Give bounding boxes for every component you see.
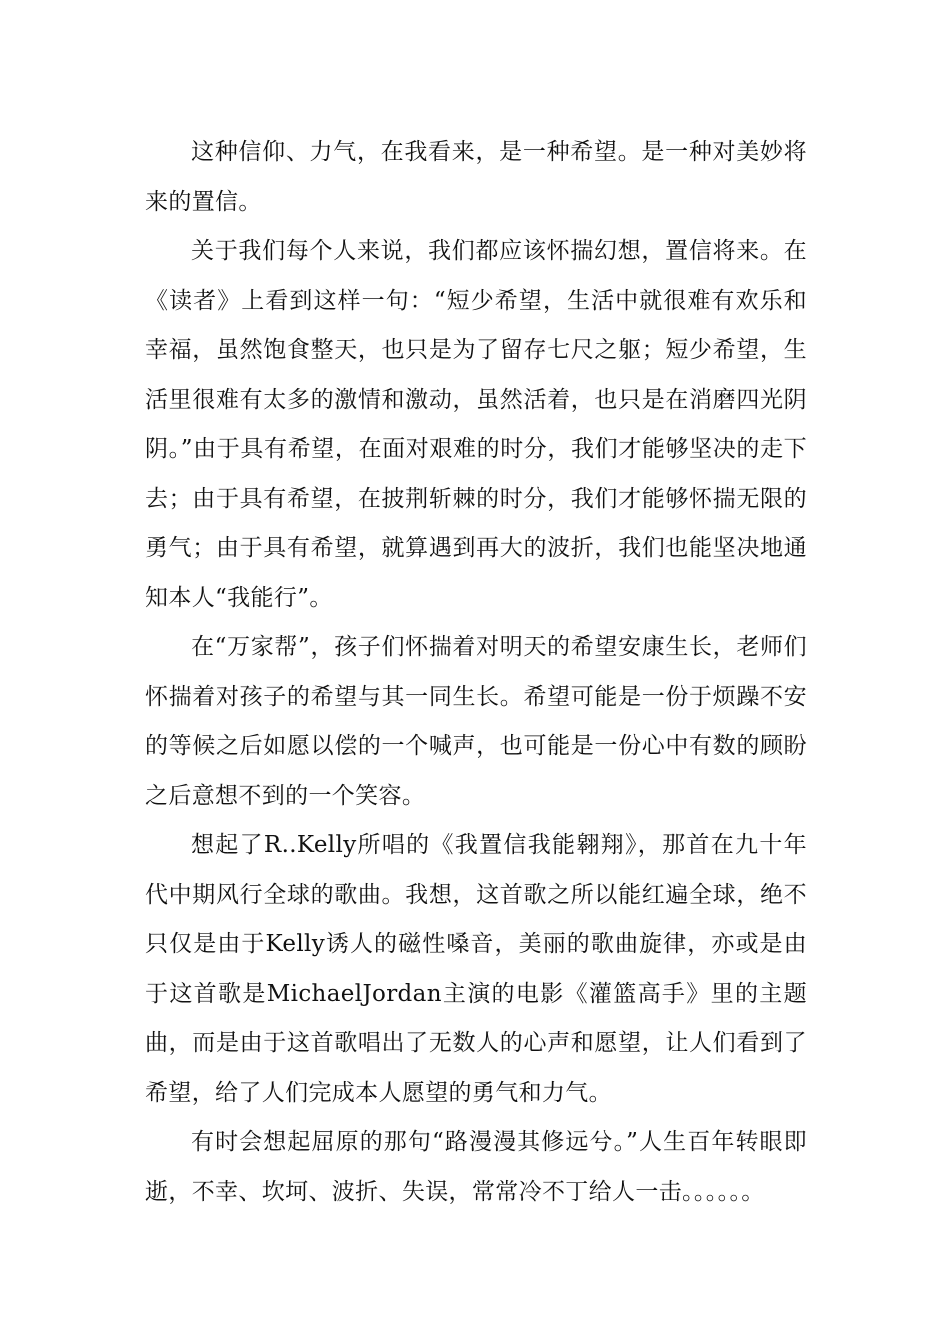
paragraph-4: 想起了R..Kelly所唱的《我置信我能翱翔》，那首在九十年代中期风行全球的歌曲。我想，这首歌之所以能红遍全球，绝不只仅是由于Kelly诱人的磁性嗓音，美丽的歌曲旋律，亦或是由于这首歌是MichaelJordan主演的电影《灌篮高手》里的主题曲，而是由于这首歌唱出了无数人的心声和愿望，让人们看到了希望，给了人们完成本人愿望的勇气和力气。 xyxy=(145,832,807,1106)
paragraph-1: 这种信仰、力气，在我看来，是一种希望。是一种对美妙将来的置信。 xyxy=(145,139,807,215)
paragraph-5: 有时会想起屈原的那句“路漫漫其修远兮。”人生百年转眼即逝，不幸、坎坷、波折、失误，常常冷不丁给人一击。。。。。。 xyxy=(145,1129,807,1205)
paragraph-3: 在“万家帮”，孩子们怀揣着对明天的希望安康生长，老师们怀揣着对孩子的希望与其一同生长。希望可能是一份于烦躁不安的等候之后如愿以偿的一个喊声，也可能是一份心中有数的顾盼之后意想不到的一个笑容。 xyxy=(145,634,807,809)
paragraph-2: 关于我们每个人来说，我们都应该怀揣幻想，置信将来。在《读者》上看到这样一句：“短少希望，生活中就很难有欢乐和幸福，虽然饱食整天，也只是为了留存七尺之躯；短少希望，生活里很难有太多的激情和激动，虽然活着，也只是在消磨四光阴阴。”由于具有希望，在面对艰难的时分，我们才能够坚决的走下去；由于具有希望，在披荆斩棘的时分，我们才能够怀揣无限的勇气；由于具有希望，就算遇到再大的波折，我们也能坚决地通知本人“我能行”。 xyxy=(145,238,807,611)
document-body xyxy=(145,128,807,1217)
